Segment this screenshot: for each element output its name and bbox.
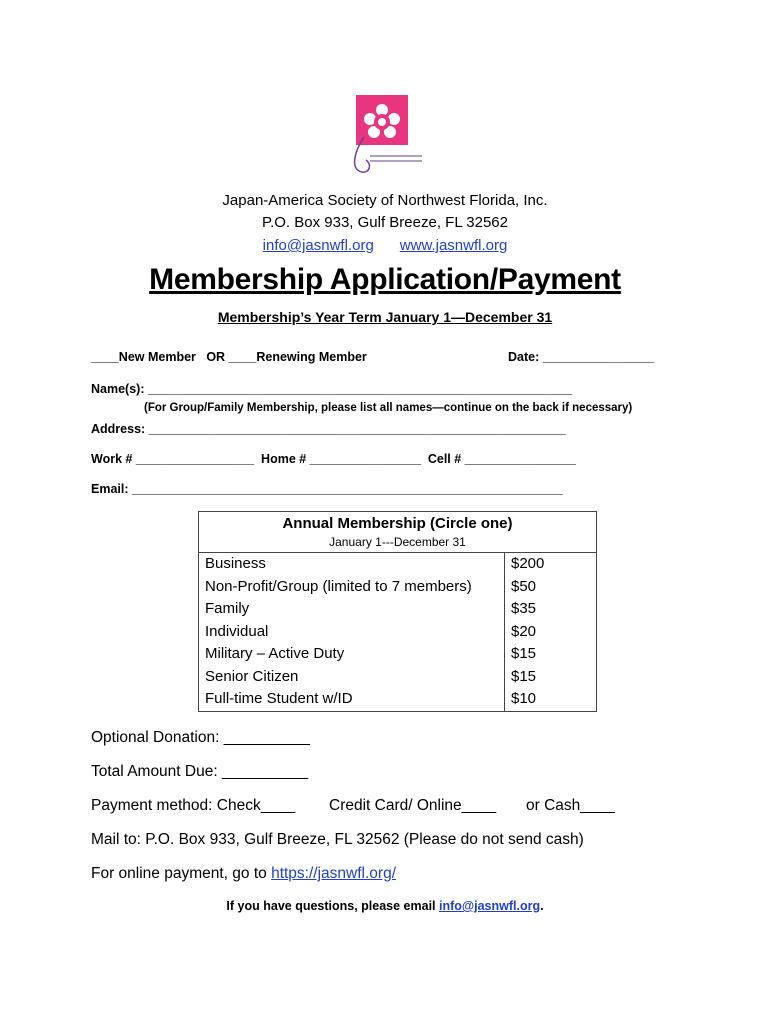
fee-row[interactable] [199,576,597,599]
online-payment-link[interactable]: https://jasnwfl.org/ [271,865,396,882]
fee-rows [199,553,597,712]
fee-label: Full-time Student w/ID [199,688,505,711]
website-link[interactable]: www.jasnwfl.org [399,237,508,254]
fee-price: $15 [505,643,597,666]
fee-label: Individual [199,621,505,644]
fee-price: $10 [505,688,597,711]
donation-field[interactable]: Optional Donation: __________ [91,729,310,746]
fee-row[interactable] [199,553,597,576]
organization-logo [336,92,434,176]
table-title: Annual Membership (Circle one) [282,515,513,532]
fee-price: $50 [505,576,597,599]
organization-name: Japan-America Society of Northwest Florida, Inc. [222,192,548,209]
table-header-row [199,512,597,553]
fee-label: Senior Citizen [199,666,505,689]
fee-price: $15 [505,666,597,689]
fee-label: Non-Profit/Group (limited to 7 members) [199,576,505,599]
footer-email-link[interactable]: info@jasnwfl.org [439,899,541,913]
address-field[interactable]: Address: ____________________________________________________________ [91,422,566,436]
membership-term: Membership’s Year Term January 1—December 31 [217,309,553,325]
footer-period: . [540,899,544,913]
organization-address: P.O. Box 933, Gulf Breeze, FL 32562 [262,214,508,231]
total-due-field[interactable]: Total Amount Due: __________ [91,763,309,780]
fee-row[interactable] [199,643,597,666]
page-title: Membership Application/Payment [149,263,621,296]
fee-label: Military – Active Duty [199,643,505,666]
fee-row[interactable] [199,621,597,644]
fee-price: $35 [505,598,597,621]
fee-price: $20 [505,621,597,644]
membership-fees-table [198,511,597,712]
fee-label: Family [199,598,505,621]
flower-logo-icon [336,92,434,176]
table-subtitle: January 1---December 31 [329,535,466,549]
payment-cash-option[interactable]: or Cash____ [526,797,615,814]
phone-fields[interactable]: Work # _________________ Home # ________________ Cell # ________________ [91,452,576,466]
footer-text: If you have questions, please email [226,899,439,913]
online-payment-line [91,865,396,883]
email-link[interactable]: info@jasnwfl.org [262,237,374,254]
footer-note [0,899,770,913]
email-field[interactable]: Email: ______________________________________________________________ [91,482,564,496]
names-field[interactable]: Name(s): _____________________________________________________________ [91,382,573,396]
fee-price: $200 [505,553,597,576]
payment-card-option[interactable]: Credit Card/ Online____ [329,797,497,814]
fee-row[interactable] [199,666,597,689]
mail-to-address: Mail to: P.O. Box 933, Gulf Breeze, FL 32562 (Please do not send cash) [91,831,584,848]
contact-links [0,235,770,257]
fee-row[interactable] [199,598,597,621]
payment-check-option[interactable]: Payment method: Check____ [91,797,296,814]
table-header [199,512,597,553]
names-note: (For Group/Family Membership, please list all names—continue on the back if necessary) [144,402,633,414]
fee-label: Business [199,553,505,576]
member-type-field[interactable]: ____New Member OR ____Renewing Member [91,350,367,364]
fee-row[interactable] [199,688,597,711]
online-payment-label: For online payment, go to [91,865,272,882]
date-field[interactable]: Date: ________________ [508,350,654,364]
